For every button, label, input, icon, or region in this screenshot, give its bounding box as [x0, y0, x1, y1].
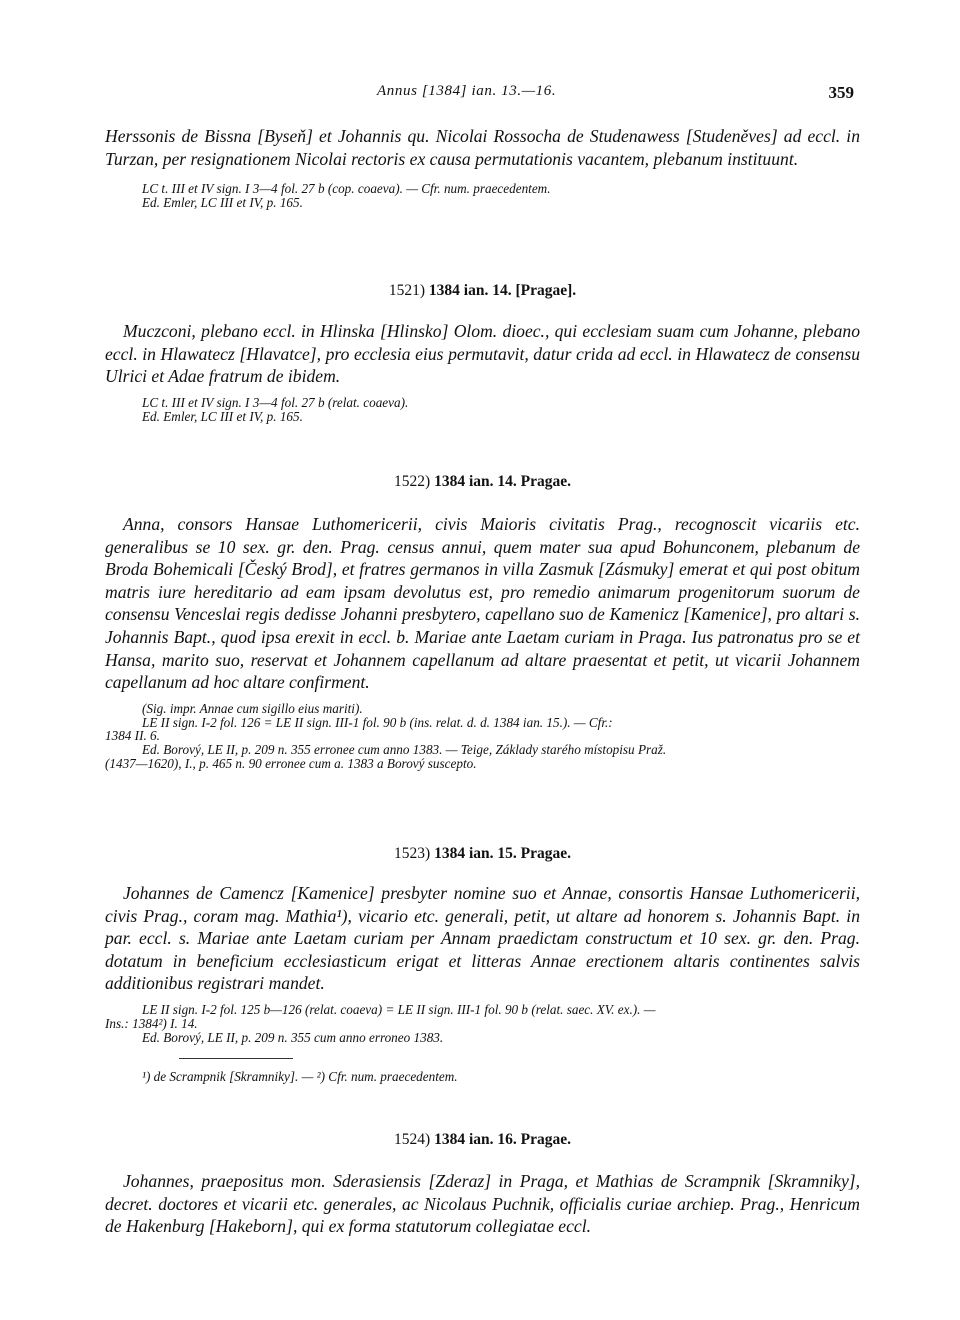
entry-number: 1521) — [388, 282, 426, 299]
entry-notes-b: Ins.: 1384²) I. 14. — [105, 1015, 198, 1031]
entry-text — [105, 320, 860, 388]
running-head — [105, 83, 860, 107]
entry-date: 1384 ian. 14. Pragae. — [434, 473, 571, 490]
entry-notes: LC t. III et IV sign. I 3—4 fol. 27 b (relat. coaeva). Ed. Emler, LC III et IV, p. 165. — [142, 394, 409, 424]
carryover-notes: LC t. III et IV sign. I 3—4 fol. 27 b (cop. coaeva). — Cfr. num. praecedentem. Ed. Emler, LC III et IV, p. 165. — [142, 181, 551, 210]
entry-notes-c: Ed. Borový, LE II, p. 209 n. 355 erronee cum anno 1383. — Teige, Základy starého místopisu Praž. — [142, 742, 667, 758]
entry-text-body: Muczconi, plebano eccl. in Hlinska [Hlinsko] Olom. dioec., qui ecclesiam suam cum Johanne, plebano eccl. in Hlawatecz [Hlavatce], pro ecclesia eius permutavit, datur crida ad eccl. in Hlawatecz de consensu Ulrici et Adae fratrum de ibidem. — [105, 321, 860, 387]
entry-heading-1524 — [105, 1131, 860, 1149]
footnote-rule — [179, 1058, 293, 1059]
entry-date: 1384 ian. 14. [Pragae]. — [428, 282, 577, 299]
entry-number: 1524) — [394, 1131, 431, 1148]
entry-text — [105, 513, 860, 694]
entry-1522 — [105, 513, 860, 771]
entry-text-body: Anna, consors Hansae Luthomericerii, civis Maioris civitatis Prag., recognoscit vicariis etc. generalibus se 10 sex. gr. den. Prag. census annui, quem mater sua apud Bohunconem, plebanum de Broda Bohemicali [Český Brod], et fratres germanos in villa Zasmuk [Zásmuky] emerat et qui post obitum matris iure hereditario ad eam ipsam devolutus est, pro remedio animarum progenitorum suorum de consensu Venceslai regis dedisse Johanni presbytero, capellano suo de Kamenicz [Kamenice], pro altari s. Johannis Bapt., quod ipsa erexit in eccl. b. Mariae ante Laetam curiam in Praga. Ius patronatus pro se et Hansa, marito suo, reservat et Johannem capellanum ad altare praesentat et petit, ut vicarii Johannem capellanum ad hoc altare confirment. — [105, 514, 860, 693]
entry-text-body: Johannes de Camencz [Kamenice] presbyter nomine suo et Annae, consortis Hansae Luthomericerii, civis Prag., coram mag. Mathia¹), vicario etc. generali, petit, ut altare ad honorem s. Johannis Bapt. in par. eccl. s. Mariae ante Laetam curiam per Annam praedictam constructum et 10 sex. gr. den. Prag. dotatum in beneficium ecclesiasticum erigat et litteras Annae erectionem altaris continentes salvis additionibus registrari mandet. — [105, 883, 860, 994]
entry-notes-a: LE II sign. I-2 fol. 125 b—126 (relat. coaeva) = LE II sign. III-1 fol. 90 b (relat. saec. XV. ex.). — — [142, 1001, 656, 1017]
footnote: ¹) de Scrampnik [Skramniky]. — ²) Cfr. num. praecedentem. — [142, 1069, 458, 1084]
entry-notes-b: 1384 II. 6. — [105, 728, 160, 744]
page-number: 359 — [828, 83, 854, 102]
entry-date: 1384 ian. 15. Pragae. — [434, 845, 571, 862]
carryover-text: Herssonis de Bissna [Byseň] et Johannis qu. Nicolai Rossocha de Studenawess [Studeněves] ad eccl. in Turzan, per resignationem Nicolai rectoris ex causa permutationis vacantem, plebanum instituunt. — [105, 126, 860, 169]
entry-number: 1523) — [394, 845, 431, 862]
entry-notes-d: (1437—1620), I., p. 465 n. 90 erronee cum a. 1383 a Borový suscepto. — [105, 755, 477, 771]
entry-notes-a: (Sig. impr. Annae cum sigillo eius mariti). LE II sign. I-2 fol. 126 = LE II sign. III-1 fol. 90 b (ins. relat. d. d. 1384 ian. 15.). — Cfr.: — [142, 700, 613, 730]
running-head-title: Annus [1384] ian. 13.—16. — [377, 83, 557, 99]
carryover-entry — [105, 125, 860, 210]
entry-1524 — [105, 1170, 860, 1238]
entry-text-body: Johannes, praepositus mon. Sderasiensis [Zderaz] in Praga, et Mathias de Scrampnik [Skramniky], decret. doctores et vicarii etc. generales, ac Nicolaus Puchnik, officialis curiae archiep. Prag., Henricum de Hakenburg [Hakeborn], qui ex forma statutorum collegiatae eccl. — [105, 1171, 860, 1237]
entry-notes-c: Ed. Borový, LE II, p. 209 n. 355 cum anno erroneo 1383. — [142, 1029, 444, 1045]
entry-text — [105, 1170, 860, 1238]
entry-number: 1522) — [394, 473, 431, 490]
entry-1523 — [105, 882, 860, 1044]
entry-1521 — [105, 320, 860, 423]
entry-date: 1384 ian. 16. Pragae. — [434, 1131, 571, 1148]
entry-heading-1521 — [105, 282, 860, 300]
entry-text — [105, 882, 860, 995]
entry-heading-1523 — [105, 845, 860, 863]
entry-heading-1522 — [105, 473, 860, 491]
